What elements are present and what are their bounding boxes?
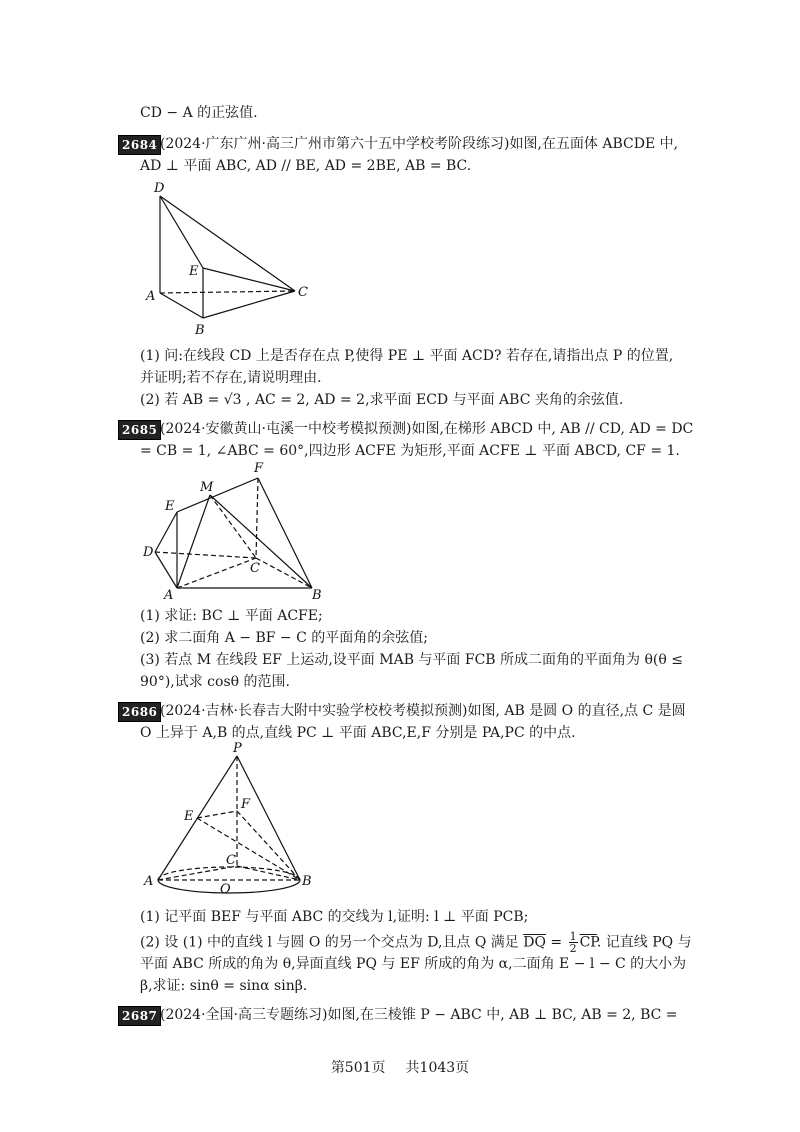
question-text: (1) 记平面 BEF 与平面 ABC 的交线为 l,证明: l ⊥ 平面 PCB; [140,909,529,925]
vertex-label-C: C [250,561,260,576]
problem-number-badge: 2687 [118,1006,161,1026]
vertex-label-B: B [195,323,205,338]
vertex-label-D: D [143,545,154,560]
trapezoid-rectangle-figure [140,460,330,600]
question-text: β,求证: sinθ = sinα sinβ. [140,978,308,994]
question-text: (2) 设 (1) 中的直线 l 与圆 O 的另一个交点为 D,且点 Q 满足 $\overline{DQ}$ = $\frac{1}{2}$ $\overline{CP}$. 记直线 PQ 与 [140,930,692,955]
cone-figure [140,738,330,898]
problem-number-badge: 2684 [118,135,161,155]
vertex-label-E: E [189,264,199,279]
vertex-label-B: B [302,874,312,889]
pentahedron-figure [140,178,320,338]
vertex-label-F: F [241,797,251,812]
vertex-label-E: E [165,499,175,514]
page-total: 共1043页 [405,1060,470,1076]
problem-text: (2024·全国·高三专题练习)如图,在三棱锥 P − ABC 中, AB ⊥ BC, AB = 2, BC = [160,1007,678,1023]
fraction-one-half: $\frac{1}{2}$ [569,930,577,955]
vertex-label-F: F [254,461,264,476]
question-text: 平面 ABC 所成的角为 θ,异面直线 PQ 与 EF 所成的角为 α,二面角 E − l − C 的大小为 [140,956,687,972]
problem-text: = CB = 1, ∠ABC = 60°,四边形 ACFE 为矩形,平面 ACFE ⊥ 平面 ABCD, CF = 1. [140,443,680,459]
vertex-label-E: E [184,809,194,824]
vertex-label-O: O [220,882,231,897]
problem-text: (2024·吉林·长春吉大附中实验学校校考模拟预测)如图, AB 是圆 O 的直径,点 C 是圆 [160,703,686,719]
vertex-label-D: D [154,181,165,196]
page-number: 第501页 [330,1060,386,1076]
vertex-label-C: C [226,853,236,868]
page-footer [0,1057,800,1077]
vertex-label-P: P [233,741,242,756]
vertex-label-A: A [146,289,156,304]
problem-number-badge: 2685 [118,420,161,440]
vertex-label-A: A [144,874,154,889]
question-text: 90°),试求 cosθ 的范围. [140,674,290,690]
problem-text: AD ⊥ 平面 ABC, AD // BE, AD = 2BE, AB = BC. [140,158,472,174]
question-text: (1) 求证: BC ⊥ 平面 ACFE; [140,608,323,624]
vertex-label-C: C [298,285,308,300]
question-text: (2) 若 AB = √3 , AC = 2, AD = 2,求平面 ECD 与平面 ABC 夹角的余弦值. [140,392,624,408]
question-text: (3) 若点 M 在线段 EF 上运动,设平面 MAB 与平面 FCB 所成二面角的平面角为 θ(θ ≤ [140,652,683,668]
problem-text: (2024·广东广州·高三广州市第六十五中学校考阶段练习)如图,在五面体 ABCDE 中, [160,136,679,152]
problem-text: (2024·安徽黄山·屯溪一中校考模拟预测)如图,在梯形 ABCD 中, AB // CD, AD = DC [160,421,694,437]
problem-text: O 上异于 A,B 的点,直线 PC ⊥ 平面 ABC,E,F 分别是 PA,PC 的中点. [140,725,576,741]
question-text: 并证明;若不存在,请说明理由. [140,370,322,386]
vector-DQ: $\overline{DQ}$ [523,934,546,951]
question-text: (1) 问:在线段 CD 上是否存在点 P,使得 PE ⊥ 平面 ACD? 若存在,请指出点 P 的位置, [140,348,674,364]
vertex-label-A: A [164,588,174,600]
problem-number-badge: 2686 [118,702,161,722]
vertex-label-M: M [200,480,214,495]
vector-CP: $\overline{CP}$ [579,934,597,951]
text-line: CD − A 的正弦值. [140,105,258,121]
vertex-label-B: B [312,588,322,600]
question-text: (2) 求二面角 A − BF − C 的平面角的余弦值; [140,630,428,646]
